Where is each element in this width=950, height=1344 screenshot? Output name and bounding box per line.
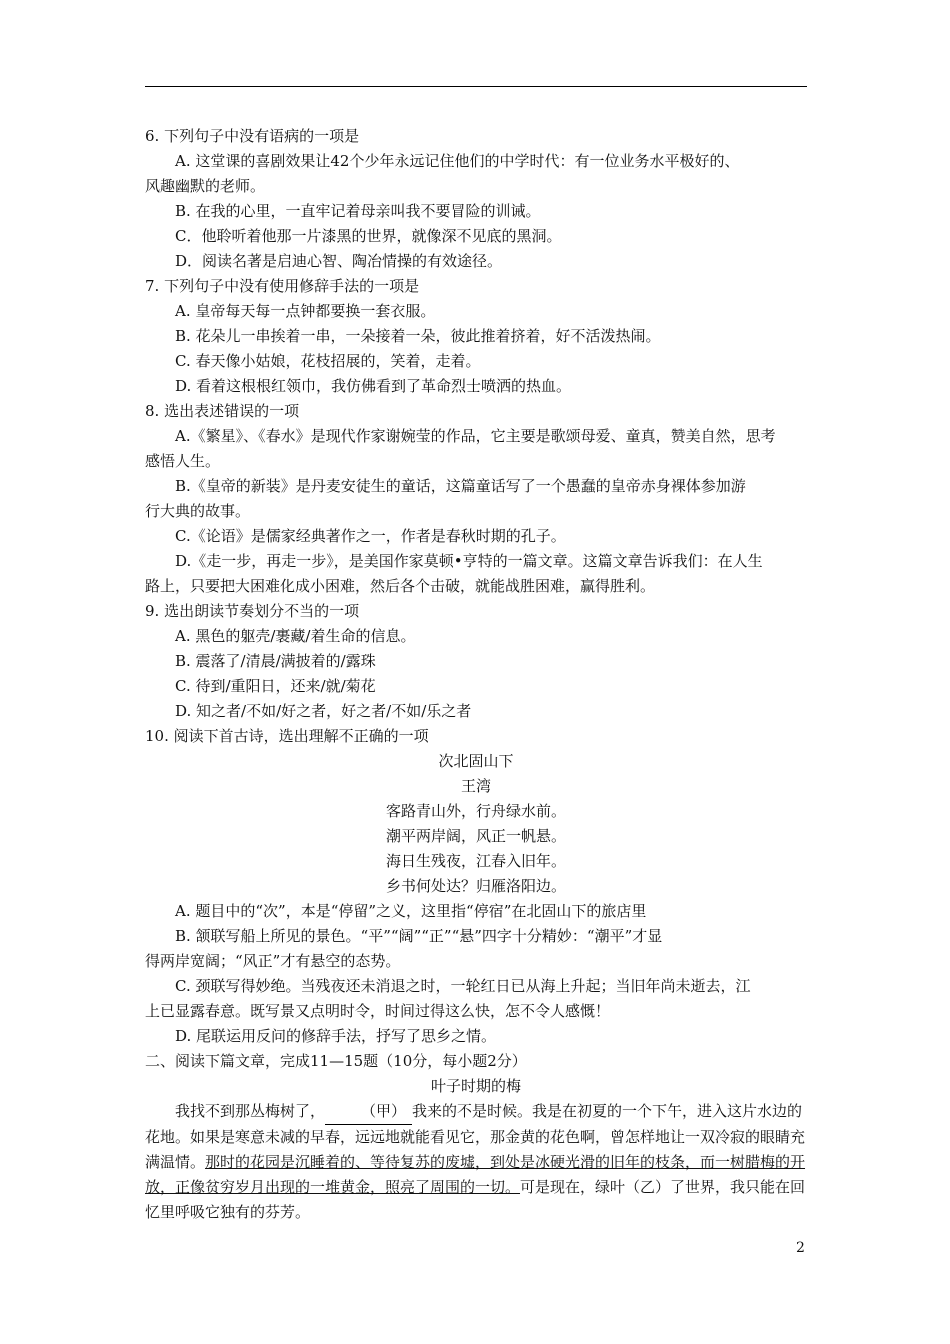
q9-option-c: C. 待到/重阳日，还来/就/菊花 (175, 677, 376, 695)
q10-option-c-cont: 上已显露春意。既写景又点明时令，时间过得这么快，怎不令人感慨！ (145, 1002, 611, 1020)
q6-option-a: A. 这堂课的喜剧效果让42个少年永远记住他们的中学时代：有一位业务水平极好的、 (175, 152, 740, 170)
q8-option-b-cont: 行大典的故事。 (145, 502, 251, 520)
q8-option-a: A.《繁星》、《春水》是现代作家谢婉莹的作品，它主要是歌颂母爱、童真，赞美自然，思考 (175, 427, 776, 445)
q7-option-b: B. 花朵儿一串挨着一串，一朵接着一朵，彼此推着挤着，好不活泼热闹。 (175, 327, 661, 345)
page-body (145, 124, 807, 1225)
poem-line: 客路青山外，行舟绿水前。 (385, 802, 566, 820)
q8-option-d-cont: 路上，只要把大困难化成小困难，然后各个击破，就能战胜困难，赢得胜利。 (145, 577, 656, 595)
q10-stem: 10. 阅读下首古诗，选出理解不正确的一项 (145, 727, 429, 745)
paragraph-text: 我来的不是时候。我是在初夏的一个下午，进入这片水边的花地。如果是寒意未减的早春，远远地就能看见它，那金黄的花色啊，曾怎样地让一双冷寂的眼睛充满温情。 (145, 1102, 806, 1171)
q6-option-b: B. 在我的心里，一直牢记着母亲叫我不要冒险的训诫。 (175, 202, 541, 220)
q10-option-c: C. 颈联写得妙绝。当残夜还未消退之时，一轮红日已从海上升起；当旧年尚未逝去，江 (175, 977, 751, 995)
q8-stem: 8. 选出表述错误的一项 (145, 402, 300, 420)
poem-line: 潮平两岸阔，风正一帆悬。 (385, 827, 566, 845)
page-number: 2 (796, 1240, 805, 1256)
q6-option-d: D．阅读名著是启迪心智、陶冶情操的有效途径。 (175, 252, 503, 270)
q10-option-a: A. 题目中的“次”，本是“停留”之义，这里指“停宿”在北固山下的旅店里 (175, 902, 647, 920)
q10-option-b-cont: 得两岸宽阔；“风正”才有悬空的态势。 (145, 952, 401, 970)
article-paragraph (145, 1099, 807, 1225)
q7-stem: 7. 下列句子中没有使用修辞手法的一项是 (145, 277, 420, 295)
q7-option-c: C. 春天像小姑娘，花枝招展的，笑着，走着。 (175, 352, 481, 370)
q6-stem: 6. 下列句子中没有语病的一项是 (145, 127, 360, 145)
q7-option-a: A. 皇帝每天每一点钟都要换一套衣服。 (175, 302, 436, 320)
poem-title: 次北固山下 (438, 752, 514, 770)
paragraph-text: 我找不到那丛梅树了， (175, 1102, 326, 1120)
q10-option-d: D. 尾联运用反问的修辞手法，抒写了思乡之情。 (175, 1027, 497, 1045)
article-title: 叶子时期的梅 (430, 1077, 521, 1095)
q9-option-a: A. 黑色的躯壳/裹藏/着生命的信息。 (175, 627, 416, 645)
q9-option-d: D. 知之者/不如/好之者，好之者/不如/乐之者 (175, 702, 472, 720)
blank-jia: （甲） (325, 1099, 412, 1125)
q8-option-b: B.《皇帝的新装》是丹麦安徒生的童话，这篇童话写了一个愚蠢的皇帝赤身裸体参加游 (175, 477, 746, 495)
underlined-sentence: 那时的花园是沉睡着的、等待复苏的废墟，到处是冰硬光滑的旧年的枝条，而一树腊梅的开放，正像贫穷岁月出现的一堆黄金，照亮了周围的一切。 (145, 1153, 806, 1196)
q8-option-a-cont: 感悟人生。 (145, 452, 221, 470)
header-rule (145, 86, 807, 87)
q10-option-b: B. 颔联写船上所见的景色。“平”“阔”“正”“悬”四字十分精妙：“潮平”才显 (175, 927, 663, 945)
poem-line: 海日生残夜，江春入旧年。 (385, 852, 566, 870)
q8-option-c: C.《论语》是儒家经典著作之一，作者是春秋时期的孔子。 (175, 527, 566, 545)
q6-option-c: C．他聆听着他那一片漆黑的世界，就像深不见底的黑洞。 (175, 227, 562, 245)
q9-stem: 9. 选出朗读节奏划分不当的一项 (145, 602, 360, 620)
section-heading: 二、阅读下篇文章，完成11—15题（10分，每小题2分） (145, 1052, 527, 1070)
q6-option-a-cont: 风趣幽默的老师。 (145, 177, 266, 195)
q7-option-d: D. 看着这根根红领巾，我仿佛看到了革命烈士喷洒的热血。 (175, 377, 572, 395)
q8-option-d: D.《走一步，再走一步》，是美国作家莫顿•亨特的一篇文章。这篇文章告诉我们：在人生 (175, 552, 763, 570)
paragraph-text: 可是现在，绿叶（乙）了世界，我只能在回忆里呼吸它独有的芬芳。 (145, 1178, 806, 1221)
poem-line: 乡书何处达？归雁洛阳边。 (385, 877, 566, 895)
poem-author: 王湾 (460, 777, 491, 795)
q9-option-b: B. 震落了/清晨/满披着的/露珠 (175, 652, 376, 670)
